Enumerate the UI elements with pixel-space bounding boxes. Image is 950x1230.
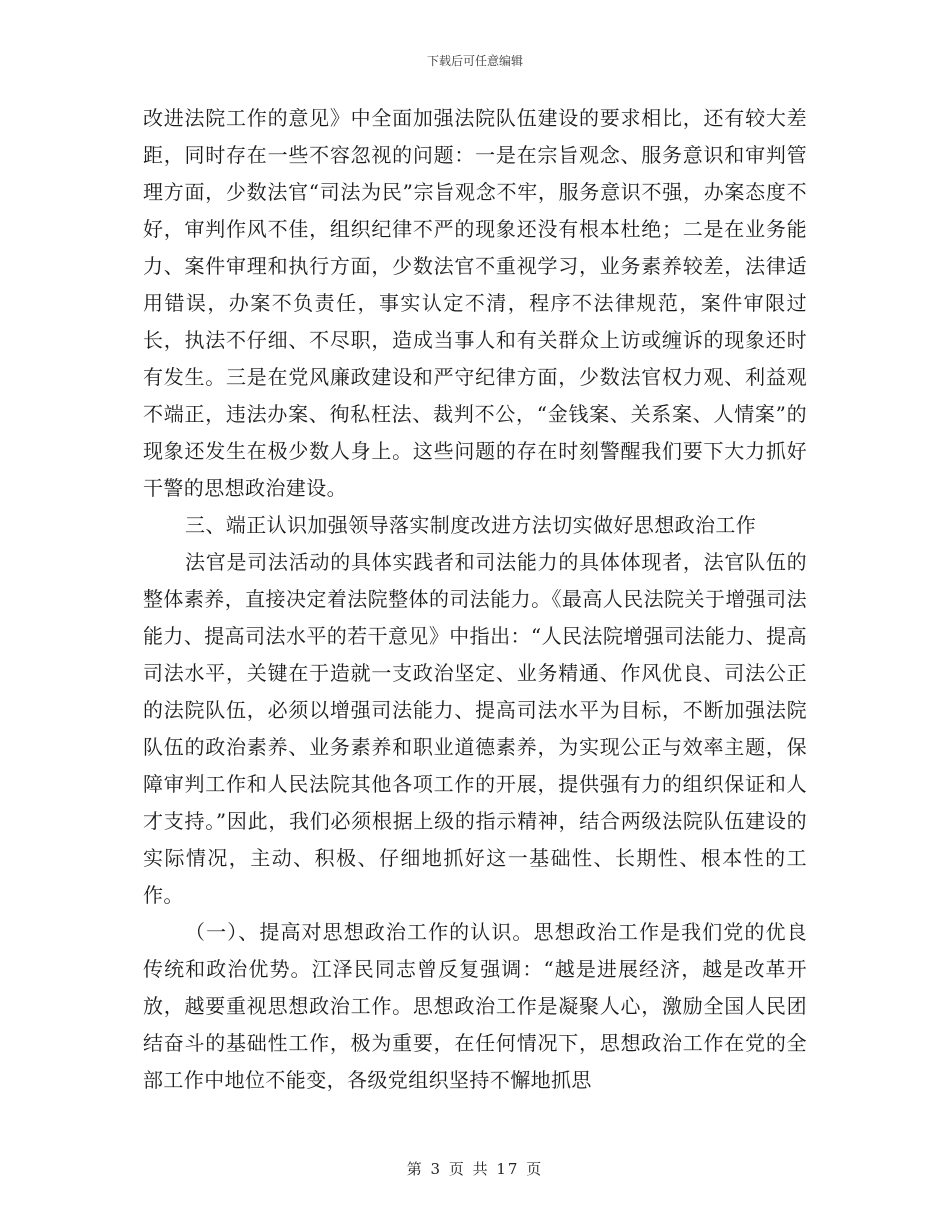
section-heading: 三、端正认识加强领导落实制度改进方法切实做好思想政治工作 [185,513,757,537]
paragraph: （一）、提高对思想政治工作的认识。思想政治工作是我们党的优良传统和政治优势。江泽民同志曾反复强调：“越是进展经济，越是改革开放，越要重视思想政治工作。思想政治工作是凝聚人心，激励全国人民团结奋斗的基础性工作，极为重要，在任何情况下，思想政治工作在党的全部工作中地位不能变，各级党组织坚持不懈地抓思 [143,920,807,1092]
page-header: 下载后可任意编辑 [426,54,523,68]
page-footer: 第 3 页 共 17 页 [406,1160,544,1178]
paragraph: 法官是司法活动的具体实践者和司法能力的具体体现者，法官队伍的整体素养，直接决定着法院整体的司法能力。《最高人民法院关于增强司法能力、提高司法水平的若干意见》中指出：“人民法院增强司法能力、提高司法水平，关键在于造就一支政治坚定、业务精通、作风优良、司法公正的法院队伍，必须以增强司法能力、提高司法水平为目标，不断加强法院队伍的政治素养、业务素养和职业道德素养，为实现公正与效率主题，保障审判工作和人民法院其他各项工作的开展，提供强有力的组织保证和人才支持。”因此，我们必须根据上级的指示精神，结合两级法院队伍建设的实际情况，主动、积极、仔细地抓好这一基础性、长期性、根本性的工作。 [143,550,807,907]
paragraph-continuation: 改进法院工作的意见》中全面加强法院队伍建设的要求相比，还有较大差距，同时存在一些不容忽视的问题：一是在宗旨观念、服务意识和审判管理方面，少数法官“司法为民”宗旨观念不牢，服务意识不强，办案态度不好，审判作风不佳，组织纪律不严的现象还没有根本杜绝；二是在业务能力、案件审理和执行方面，少数法官不重视学习，业务素养较差，法律适用错误，办案不负责任，事实认定不清，程序不法律规范，案件审限过长，执法不仔细、不尽职，造成当事人和有关群众上访或缠诉的现象还时有发生。三是在党风廉政建设和严守纪律方面，少数法官权力观、利益观不端正，违法办案、徇私枉法、裁判不公，“金钱案、关系案、人情案”的现象还发生在极少数人身上。这些问题的存在时刻警醒我们要下大力抓好干警的思想政治建设。 [143,106,807,500]
document-body [143,100,807,1099]
